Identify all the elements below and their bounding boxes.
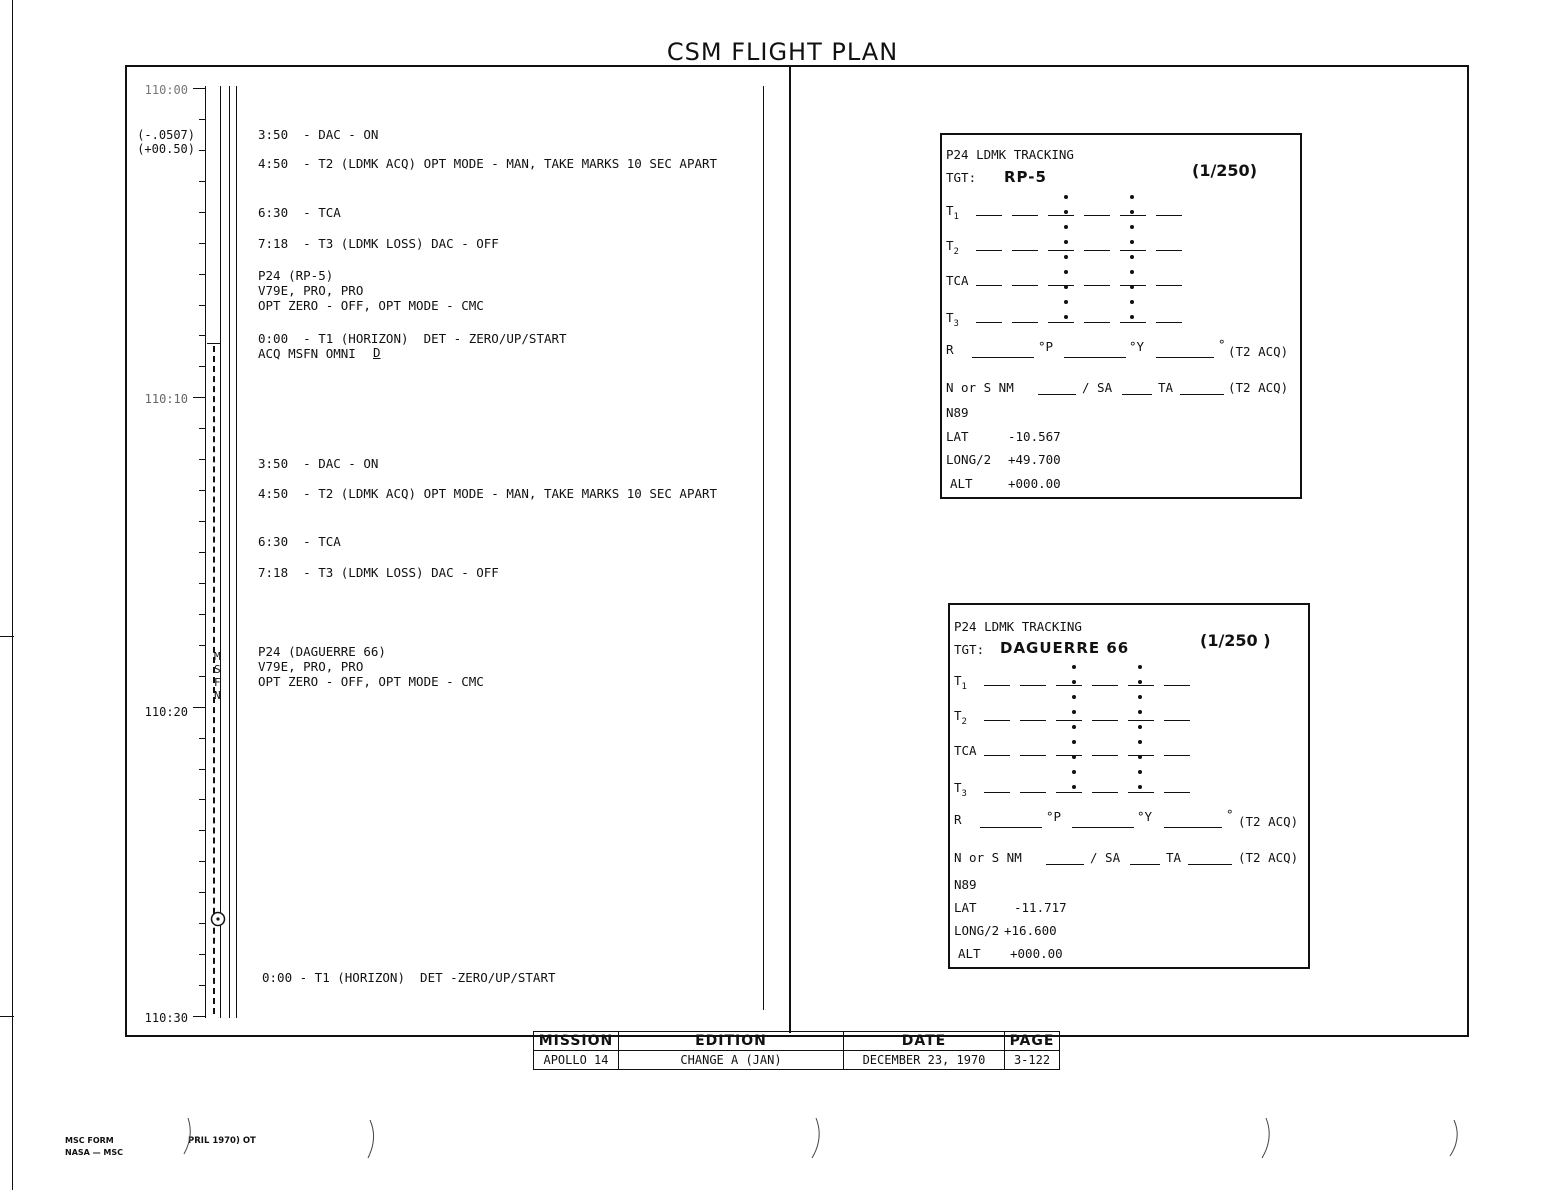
grid-row-label: $T_3$ xyxy=(954,780,967,799)
box-heading: P24 LDMK TRACKING xyxy=(946,147,1074,162)
grid-row-subscript: 2 xyxy=(961,717,967,727)
grid-dot xyxy=(1072,665,1076,669)
grid-row-label: $T_3$ xyxy=(946,310,959,329)
blank-field xyxy=(1038,394,1076,395)
grid-dot xyxy=(1064,285,1068,289)
target-name: DAGUERRE 66 xyxy=(1000,639,1130,657)
entry: 7:18 - T3 (LDMK LOSS) DAC - OFF xyxy=(258,236,499,251)
date-value: DECEMBER 23, 1970 xyxy=(844,1051,1005,1070)
center-divider xyxy=(789,65,791,1033)
minor-tick xyxy=(199,459,205,460)
blank-field xyxy=(1156,357,1214,358)
grid-dot xyxy=(1064,195,1068,199)
major-tick xyxy=(193,397,205,398)
grid-dot xyxy=(1130,255,1134,259)
grid-dash xyxy=(1092,792,1118,793)
grid-dot xyxy=(1072,695,1076,699)
blank-field xyxy=(980,827,1042,828)
acq-note: (T2 ACQ) xyxy=(1238,814,1299,829)
grid-dot xyxy=(1138,740,1142,744)
footer-value-row xyxy=(534,1051,1060,1070)
grid-row-label: $T_2$ xyxy=(946,238,959,257)
alt-label: ALT xyxy=(958,946,981,961)
blank-field xyxy=(1064,357,1126,358)
grid-dash xyxy=(976,322,1002,323)
entry: 3:50 - DAC - ON xyxy=(258,127,379,142)
grid-dash xyxy=(1156,322,1182,323)
grid-dash xyxy=(1084,215,1110,216)
grid-dash xyxy=(1092,755,1118,756)
grid-dash xyxy=(1056,755,1082,756)
footer-header: MISSION xyxy=(534,1032,619,1051)
r-label: R xyxy=(946,342,954,357)
grid-dot xyxy=(1072,785,1076,789)
minor-tick xyxy=(199,614,205,615)
grid-dash xyxy=(1020,792,1046,793)
tgt-label: TGT: xyxy=(946,170,977,185)
long-label: LONG/2 xyxy=(954,923,1000,938)
grid-row-label: $T_1$ xyxy=(946,203,959,222)
grid-row-label: $T_2$ xyxy=(954,708,967,727)
acq-note: (T2 ACQ) xyxy=(1228,380,1289,395)
acq-note: (T2 ACQ) xyxy=(1228,344,1289,359)
grid-dash xyxy=(976,250,1002,251)
blank-field xyxy=(1188,864,1232,865)
grid-dot xyxy=(1130,240,1134,244)
lat-label: LAT xyxy=(946,429,969,444)
footer-header: EDITION xyxy=(619,1032,844,1051)
alt-label: ALT xyxy=(950,476,973,491)
timeline-rail xyxy=(236,86,237,1018)
minor-tick xyxy=(199,892,205,893)
grid-dot xyxy=(1130,315,1134,319)
major-tick xyxy=(193,88,205,89)
grid-dash xyxy=(984,792,1010,793)
entry-block: P24 (RP-5) V79E, PRO, PRO OPT ZERO - OFF, OPT MODE - CMC xyxy=(258,268,484,313)
coverage-start-tick xyxy=(207,343,221,344)
text-column-right-rule xyxy=(763,86,764,1010)
blank-field xyxy=(1130,864,1160,865)
sa-label: / SA xyxy=(1082,380,1113,395)
minor-tick xyxy=(199,552,205,553)
minor-tick xyxy=(199,490,205,491)
grid-dash xyxy=(1092,685,1118,686)
degree-unit: ° xyxy=(1218,337,1226,352)
footer-header-row xyxy=(534,1032,1060,1051)
comm-letter: S xyxy=(214,663,221,676)
grid-dot xyxy=(1072,680,1076,684)
grid-dash xyxy=(1048,322,1074,323)
grid-dash xyxy=(1164,720,1190,721)
entry-block: 0:00 - T1 (HORIZON) DET - ZERO/UP/START ACQ MSFN OMNI xyxy=(258,331,567,361)
minor-tick xyxy=(199,305,205,306)
minor-tick xyxy=(199,335,205,336)
ta-label: TA xyxy=(1166,850,1182,865)
grid-dot xyxy=(1138,785,1142,789)
yaw-unit: °Y xyxy=(1137,809,1153,824)
grid-dot xyxy=(1072,770,1076,774)
grid-row-label: TCA xyxy=(954,743,977,758)
omni-antenna-value: D xyxy=(373,345,381,360)
grid-dot xyxy=(1064,240,1068,244)
ta-label: TA xyxy=(1158,380,1174,395)
major-tick xyxy=(193,707,205,708)
minor-tick xyxy=(199,119,205,120)
grid-dot xyxy=(1064,315,1068,319)
acq-note: (T2 ACQ) xyxy=(1238,850,1299,865)
grid-dot xyxy=(1130,225,1134,229)
minor-tick xyxy=(199,428,205,429)
minor-tick xyxy=(199,645,205,646)
grid-row-label: TCA xyxy=(946,273,969,288)
alt-value: +000.00 xyxy=(1010,946,1063,961)
comm-letter: M xyxy=(214,650,221,663)
binder-marks xyxy=(180,1116,1480,1166)
entry: 3:50 - DAC - ON xyxy=(258,456,379,471)
blank-field xyxy=(972,357,1034,358)
grid-row-label: $T_1$ xyxy=(954,673,967,692)
grid-dash xyxy=(1020,720,1046,721)
punch-mark xyxy=(0,636,14,637)
form-date: PRIL 1970) OT xyxy=(188,1136,256,1146)
grid-dot xyxy=(1072,725,1076,729)
grid-dash xyxy=(1156,215,1182,216)
grid-dash xyxy=(1128,685,1154,686)
time-label-110-20: 110:20 xyxy=(144,705,188,719)
minor-tick xyxy=(199,985,205,986)
grid-dash xyxy=(1128,720,1154,721)
page-title: CSM FLIGHT PLAN xyxy=(666,38,899,66)
ns-label: N or S NM xyxy=(954,850,1022,865)
grid-dot xyxy=(1138,770,1142,774)
box-heading: P24 LDMK TRACKING xyxy=(954,619,1082,634)
grid-dot xyxy=(1064,225,1068,229)
grid-dot xyxy=(1130,300,1134,304)
minor-tick xyxy=(199,676,205,677)
grid-dot xyxy=(1138,725,1142,729)
entry: 6:30 - TCA xyxy=(258,534,341,549)
major-tick xyxy=(193,1016,205,1017)
grid-dot xyxy=(1138,680,1142,684)
edition-value: CHANGE A (JAN) xyxy=(619,1051,844,1070)
grid-dash xyxy=(1156,285,1182,286)
minor-tick xyxy=(199,769,205,770)
long-value: +16.600 xyxy=(1004,923,1057,938)
minor-tick xyxy=(199,181,205,182)
n89-label: N89 xyxy=(954,877,977,892)
lat-label: LAT xyxy=(954,900,977,915)
lat-value: -11.717 xyxy=(1014,900,1067,915)
punch-mark xyxy=(0,1016,14,1017)
grid-dash xyxy=(1056,685,1082,686)
grid-dash xyxy=(1120,215,1146,216)
lat-value: -10.567 xyxy=(1008,429,1061,444)
pitch-unit: °P xyxy=(1038,339,1054,354)
blank-field xyxy=(1072,827,1134,828)
grid-dash xyxy=(1048,285,1074,286)
scale-value: (1/250) xyxy=(1192,161,1257,180)
blank-field xyxy=(1122,394,1152,395)
form-agency: NASA — MSC xyxy=(65,1148,124,1157)
correction-value: (+00.50) xyxy=(137,142,195,156)
page-value: 3-122 xyxy=(1005,1051,1060,1070)
grid-dot xyxy=(1064,300,1068,304)
n89-label: N89 xyxy=(946,405,969,420)
grid-dash xyxy=(1012,250,1038,251)
grid-row-subscript: 2 xyxy=(953,247,959,257)
grid-dash xyxy=(1048,215,1074,216)
timeline-rail xyxy=(229,86,230,1018)
minor-tick xyxy=(199,274,205,275)
grid-dash xyxy=(976,285,1002,286)
grid-dash xyxy=(1012,215,1038,216)
grid-dash xyxy=(984,755,1010,756)
minor-tick xyxy=(199,954,205,955)
target-name: RP-5 xyxy=(1004,168,1047,186)
mission-value: APOLLO 14 xyxy=(534,1051,619,1070)
minor-tick xyxy=(199,861,205,862)
correction-value: (-.0507) xyxy=(137,128,195,142)
comm-letter: F xyxy=(214,676,221,689)
entry: 4:50 - T2 (LDMK ACQ) OPT MODE - MAN, TAKE MARKS 10 SEC APART xyxy=(258,486,718,501)
entry-block: P24 (DAGUERRE 66) V79E, PRO, PRO OPT ZERO - OFF, OPT MODE - CMC xyxy=(258,644,484,689)
grid-dot xyxy=(1130,195,1134,199)
degree-unit: ° xyxy=(1226,807,1234,822)
grid-dash xyxy=(1128,792,1154,793)
grid-row-subscript: 1 xyxy=(953,212,959,222)
grid-dash xyxy=(1120,250,1146,251)
grid-dash xyxy=(1056,720,1082,721)
tracking-box-daguerre xyxy=(948,603,1310,969)
grid-dash xyxy=(1164,685,1190,686)
grid-dash xyxy=(1056,792,1082,793)
minor-tick xyxy=(199,583,205,584)
grid-dot xyxy=(1072,740,1076,744)
grid-dash xyxy=(1048,250,1074,251)
grid-dot xyxy=(1130,285,1134,289)
page-edge xyxy=(12,0,13,1190)
blank-field xyxy=(1046,864,1084,865)
grid-dash xyxy=(1020,755,1046,756)
grid-dash xyxy=(1020,685,1046,686)
footer-header: PAGE xyxy=(1005,1032,1060,1051)
minor-tick xyxy=(199,366,205,367)
entry: 6:30 - TCA xyxy=(258,205,341,220)
tgt-label: TGT: xyxy=(954,642,985,657)
minor-tick xyxy=(199,521,205,522)
time-label-110-10: 110:10 xyxy=(144,392,188,406)
alt-value: +000.00 xyxy=(1008,476,1061,491)
timeline-rail xyxy=(220,86,221,1018)
minor-tick xyxy=(199,243,205,244)
grid-dash xyxy=(1120,322,1146,323)
grid-dot xyxy=(1064,255,1068,259)
grid-dot xyxy=(1072,755,1076,759)
grid-dot xyxy=(1130,270,1134,274)
grid-dot xyxy=(1064,210,1068,214)
grid-dash xyxy=(1012,285,1038,286)
grid-dash xyxy=(1164,792,1190,793)
pitch-unit: °P xyxy=(1046,809,1062,824)
grid-dot xyxy=(1138,695,1142,699)
grid-dash xyxy=(976,215,1002,216)
grid-dot xyxy=(1138,665,1142,669)
grid-dash xyxy=(1156,250,1182,251)
grid-row-subscript: 1 xyxy=(961,682,967,692)
grid-dash xyxy=(984,720,1010,721)
footer-header: DATE xyxy=(844,1032,1005,1051)
footer-table xyxy=(533,1031,1060,1070)
long-value: +49.700 xyxy=(1008,452,1061,467)
grid-dot xyxy=(1064,270,1068,274)
grid-row-subscript: 3 xyxy=(953,319,959,329)
long-label: LONG/2 xyxy=(946,452,992,467)
grid-dot xyxy=(1138,710,1142,714)
grid-dot xyxy=(1072,710,1076,714)
blank-field xyxy=(1164,827,1222,828)
grid-dash xyxy=(1084,322,1110,323)
grid-dot xyxy=(1130,210,1134,214)
r-label: R xyxy=(954,812,962,827)
grid-dash xyxy=(1012,322,1038,323)
entry: 4:50 - T2 (LDMK ACQ) OPT MODE - MAN, TAKE MARKS 10 SEC APART xyxy=(258,156,718,171)
grid-dash xyxy=(984,685,1010,686)
comm-label xyxy=(214,650,221,702)
minor-tick xyxy=(199,150,205,151)
tracking-box-rp5 xyxy=(940,133,1302,499)
time-label-110-30: 110:30 xyxy=(144,1011,188,1025)
grid-dash xyxy=(1164,755,1190,756)
grid-dash xyxy=(1084,250,1110,251)
timeline-axis xyxy=(205,86,206,1018)
blank-field xyxy=(1180,394,1224,395)
scale-value: (1/250 ) xyxy=(1200,631,1271,650)
grid-dash xyxy=(1092,720,1118,721)
entry: 0:00 - T1 (HORIZON) DET -ZERO/UP/START xyxy=(262,970,556,985)
sa-label: / SA xyxy=(1090,850,1121,865)
minor-tick xyxy=(199,799,205,800)
sunrise-icon xyxy=(209,910,227,928)
minor-tick xyxy=(199,923,205,924)
minor-tick xyxy=(199,830,205,831)
comm-letter: N xyxy=(214,689,221,702)
time-label-110-00: 110:00 xyxy=(144,83,188,97)
entry: 7:18 - T3 (LDMK LOSS) DAC - OFF xyxy=(258,565,499,580)
minor-tick xyxy=(199,738,205,739)
grid-row-subscript: 3 xyxy=(961,789,967,799)
minor-tick xyxy=(199,212,205,213)
grid-dash xyxy=(1084,285,1110,286)
yaw-unit: °Y xyxy=(1129,339,1145,354)
form-id: MSC FORM xyxy=(65,1136,114,1145)
grid-dot xyxy=(1138,755,1142,759)
ns-label: N or S NM xyxy=(946,380,1014,395)
